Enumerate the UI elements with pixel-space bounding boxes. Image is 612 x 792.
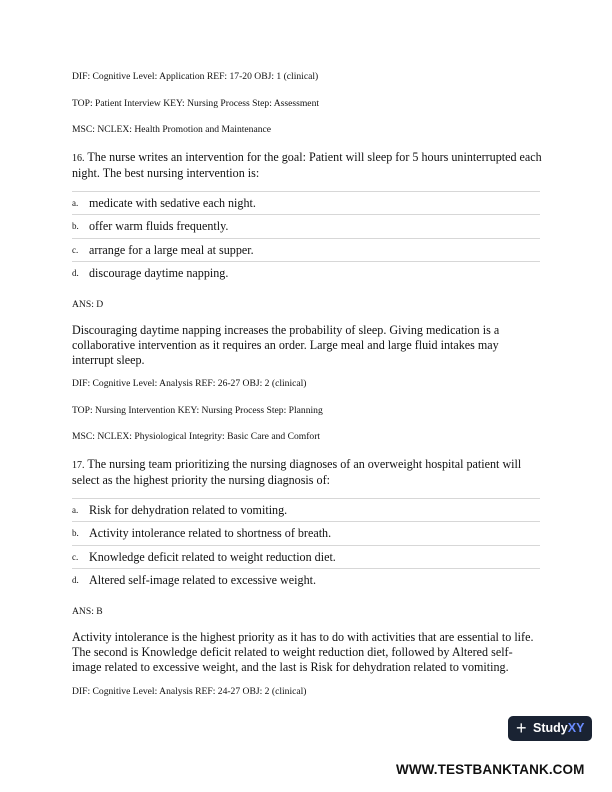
- option-letter: b.: [72, 221, 79, 231]
- msc-line: MSC: NCLEX: Physiological Integrity: Basic Care and Comfort: [72, 431, 321, 442]
- rationale-17: Activity intolerance is the highest priority as it has to do with activities that are essential to life. The second is Knowledge deficit related to weight reduction diet, followed by Altered self-image related to excessive weight, and the last is Risk for dehydration related to vomiting.: [72, 630, 534, 675]
- option-text: Activity intolerance related to shortness of breath.: [89, 526, 332, 540]
- dif-line: DIF: Cognitive Level: Analysis REF: 24-27 OBJ: 2 (clinical): [72, 686, 307, 697]
- msc-line: MSC: NCLEX: Health Promotion and Maintenance: [72, 124, 272, 135]
- studyxy-badge[interactable]: [508, 716, 592, 741]
- option-16-a[interactable]: [72, 191, 540, 214]
- plus-icon: +: [516, 718, 527, 738]
- question-16-stem: [72, 150, 542, 181]
- option-text: offer warm fluids frequently.: [89, 219, 229, 233]
- option-letter: a.: [72, 198, 79, 208]
- option-text: Knowledge deficit related to weight reduction diet.: [89, 550, 336, 564]
- option-17-a[interactable]: [72, 498, 540, 521]
- rationale-16: Discouraging daytime napping increases the probability of sleep. Giving medication is a collaborative intervention as it requires an order. Large meal and large fluid intakes may interrupt sleep.: [72, 323, 500, 368]
- option-letter: c.: [72, 552, 79, 562]
- option-17-c[interactable]: [72, 545, 540, 568]
- question-text: The nurse writes an intervention for the goal: Patient will sleep for 5 hours uninterrupted each night. The best nursing intervention is:: [72, 150, 542, 181]
- option-text: medicate with sedative each night.: [89, 196, 256, 210]
- option-text: Risk for dehydration related to vomiting.: [89, 503, 288, 517]
- option-16-c[interactable]: [72, 238, 540, 261]
- option-letter: d.: [72, 575, 79, 585]
- option-letter: d.: [72, 268, 79, 278]
- studyxy-logo: StudyXY: [533, 721, 585, 735]
- footer-url[interactable]: WWW.TESTBANKTANK.COM: [396, 762, 585, 777]
- option-16-b[interactable]: [72, 214, 540, 237]
- option-text: arrange for a large meal at supper.: [89, 243, 254, 257]
- divider: [72, 261, 540, 262]
- divider: [72, 545, 540, 546]
- top-line: TOP: Nursing Intervention KEY: Nursing Process Step: Planning: [72, 405, 323, 416]
- divider: [72, 191, 540, 192]
- option-letter: b.: [72, 528, 79, 538]
- option-letter: c.: [72, 245, 79, 255]
- option-17-d[interactable]: [72, 568, 540, 591]
- divider: [72, 214, 540, 215]
- option-16-d[interactable]: [72, 261, 540, 284]
- dif-line: DIF: Cognitive Level: Analysis REF: 26-27 OBJ: 2 (clinical): [72, 378, 307, 389]
- divider: [72, 498, 540, 499]
- top-line: TOP: Patient Interview KEY: Nursing Process Step: Assessment: [72, 98, 320, 109]
- dif-line: DIF: Cognitive Level: Application REF: 17-20 OBJ: 1 (clinical): [72, 71, 319, 82]
- option-letter: a.: [72, 505, 79, 515]
- question-text: The nursing team prioritizing the nursing diagnoses of an overweight hospital patient will select as the highest priority the nursing diagnosis of:: [72, 457, 522, 488]
- question-number: 16.: [72, 153, 85, 164]
- question-number: 17.: [72, 460, 85, 471]
- option-17-b[interactable]: [72, 521, 540, 544]
- divider: [72, 521, 540, 522]
- answer-17: ANS: B: [72, 606, 103, 617]
- option-text: Altered self-image related to excessive weight.: [89, 573, 316, 587]
- question-17-stem: [72, 457, 542, 488]
- answer-16: ANS: D: [72, 299, 104, 310]
- divider: [72, 568, 540, 569]
- divider: [72, 238, 540, 239]
- option-text: discourage daytime napping.: [89, 266, 229, 280]
